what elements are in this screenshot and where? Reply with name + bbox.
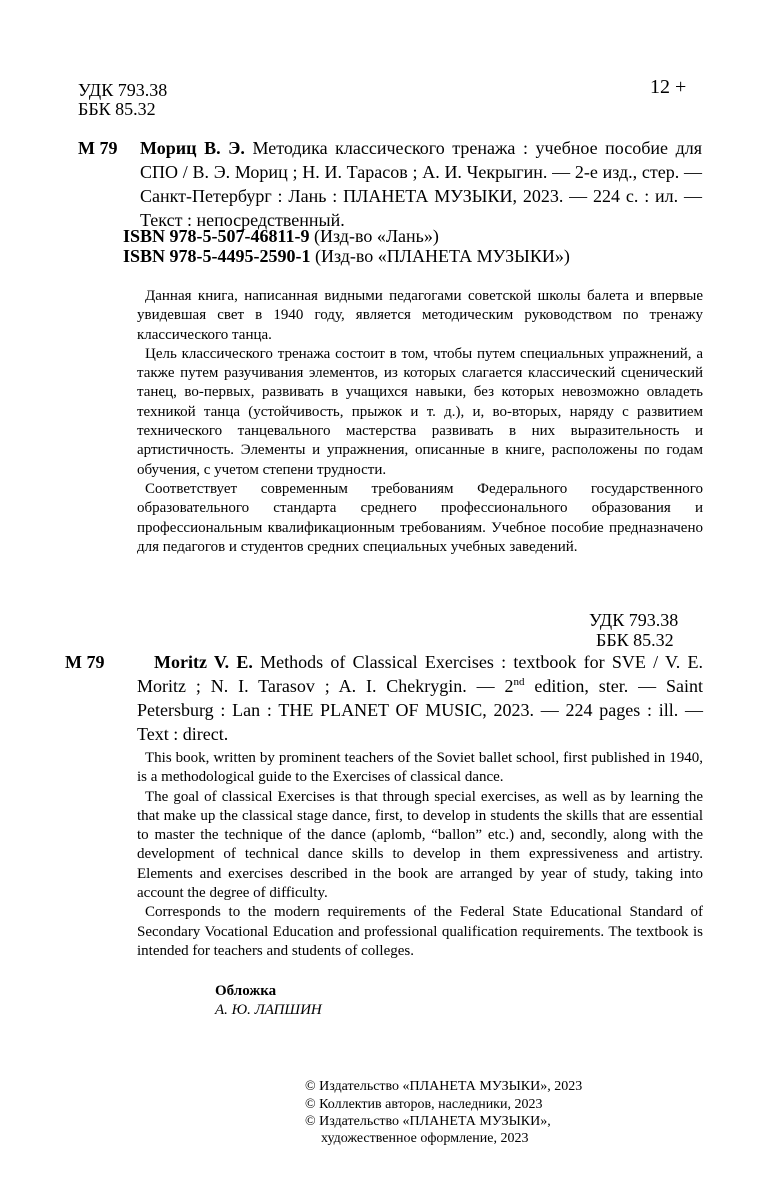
en-bbk-code: ББК 85.32: [596, 630, 674, 650]
bbk-code: ББК 85.32: [78, 99, 156, 119]
en-citation-text-b: edition, ster. — Saint Petersburg : Lan : THE PLANET OF MUSIC, 2023. — 224 pages : ill. — Text : direct.: [137, 676, 703, 744]
en-udk-code: УДК 793.38: [589, 610, 679, 630]
en-abstract: [137, 749, 703, 961]
copyright-line: © Издательство «ПЛАНЕТА МУЗЫКИ»,: [305, 1114, 551, 1129]
ru-isbn-2: [123, 244, 570, 268]
cover-artist: А. Ю. ЛАПШИН: [215, 1002, 322, 1018]
ru-abstract-paragraph: Соответствует современным требованиям Федерального государственного образовательного стандарта среднего профессионального образования и профессиональным квалификационным требованиям. Учебное пособие предназначено для педагогов и студентов средних специальных учебных заведений.: [137, 480, 703, 555]
en-citation: [137, 650, 703, 746]
copyright-line: © Коллектив авторов, наследники, 2023: [305, 1097, 543, 1112]
ru-citation-text: Методика классического тренажа : учебное пособие для СПО / В. Э. Мориц ; Н. И. Тарасов ; А. И. Чекрыгин. — 2-е изд., стер. — Санкт-Петербург : Лань : ПЛАНЕТА МУЗЫКИ, 2023. — 224 с. : ил. — Текст : непосредственный.: [140, 138, 703, 230]
en-abstract-paragraph: This book, written by prominent teachers of the Soviet ballet school, first published in 1940, is a methodological guide to the Exercises of classical dance.: [137, 750, 703, 786]
ru-isbn-2-number: ISBN 978-5-4495-2590-1: [123, 246, 311, 266]
ru-abstract: [137, 287, 703, 557]
en-citation-text-a: Methods of Classical Exercises : textbook for SVE / V. E. Moritz ; N. I. Tarasov ; A. I. Chekrygin. — 2: [137, 652, 703, 696]
udk-code: УДК 793.38: [78, 80, 168, 100]
copyright-line: художественное оформление, 2023: [321, 1131, 529, 1146]
ru-isbn-1-number: ISBN 978-5-507-46811-9: [123, 226, 310, 246]
cover-label: Обложка: [215, 983, 277, 999]
ru-abstract-paragraph: Цель классического тренажа состоит в том, чтобы путем специальных упражнений, а также путем разучивания элементов, из которых слагается классический сценический танец, во-первых, развивать в учащихся навыки, без которых невозможно овладеть техникой танца (устойчивость, прыжок и т. д.), и, во-вторых, наряду с развитием технического танцевального мастерства развивать в них выразительность и артистичность. Элементы и упражнения, описанные в книге, расположены по годам обучения, с учетом степени трудности.: [137, 345, 703, 478]
ru-abstract-paragraph: Данная книга, написанная видными педагогами советской школы балета и впервые увидевшая свет в 1940 году, является методическим руководством по тренажу классического танца.: [137, 288, 703, 343]
ru-author: Мориц В. Э.: [140, 138, 245, 158]
ru-entry-code: М 79: [78, 138, 118, 158]
en-abstract-paragraph: The goal of classical Exercises is that through special exercises, as well as by learning the that make up the classical stage dance, first, to develop in students the skills that are essential to master the technique of the dance (aplomb, “ballon” etc.) and, secondly, along with the development of technical dance skills to develop in them expressiveness and artistry. Elements and exercises described in the book are arranged by year of study, taking into account the degree of difficulty.: [137, 788, 703, 902]
en-entry-code: М 79: [65, 652, 105, 672]
en-abstract-paragraph: Corresponds to the modern requirements of the Federal State Educational Standard of Secondary Vocational Education and professional qualification requirements. The textbook is intended for teachers and students of colleges.: [137, 904, 703, 959]
en-author: Moritz V. E.: [154, 652, 253, 672]
age-rating: 12 +: [650, 76, 687, 98]
copyright-line: © Издательство «ПЛАНЕТА МУЗЫКИ», 2023: [305, 1079, 583, 1094]
ru-isbn-1-publisher: (Изд-во «Лань»): [309, 226, 439, 246]
ru-isbn-2-publisher: (Изд-во «ПЛАНЕТА МУЗЫКИ»): [310, 246, 570, 266]
en-citation-sup: nd: [513, 676, 525, 688]
ru-citation: [78, 136, 702, 232]
